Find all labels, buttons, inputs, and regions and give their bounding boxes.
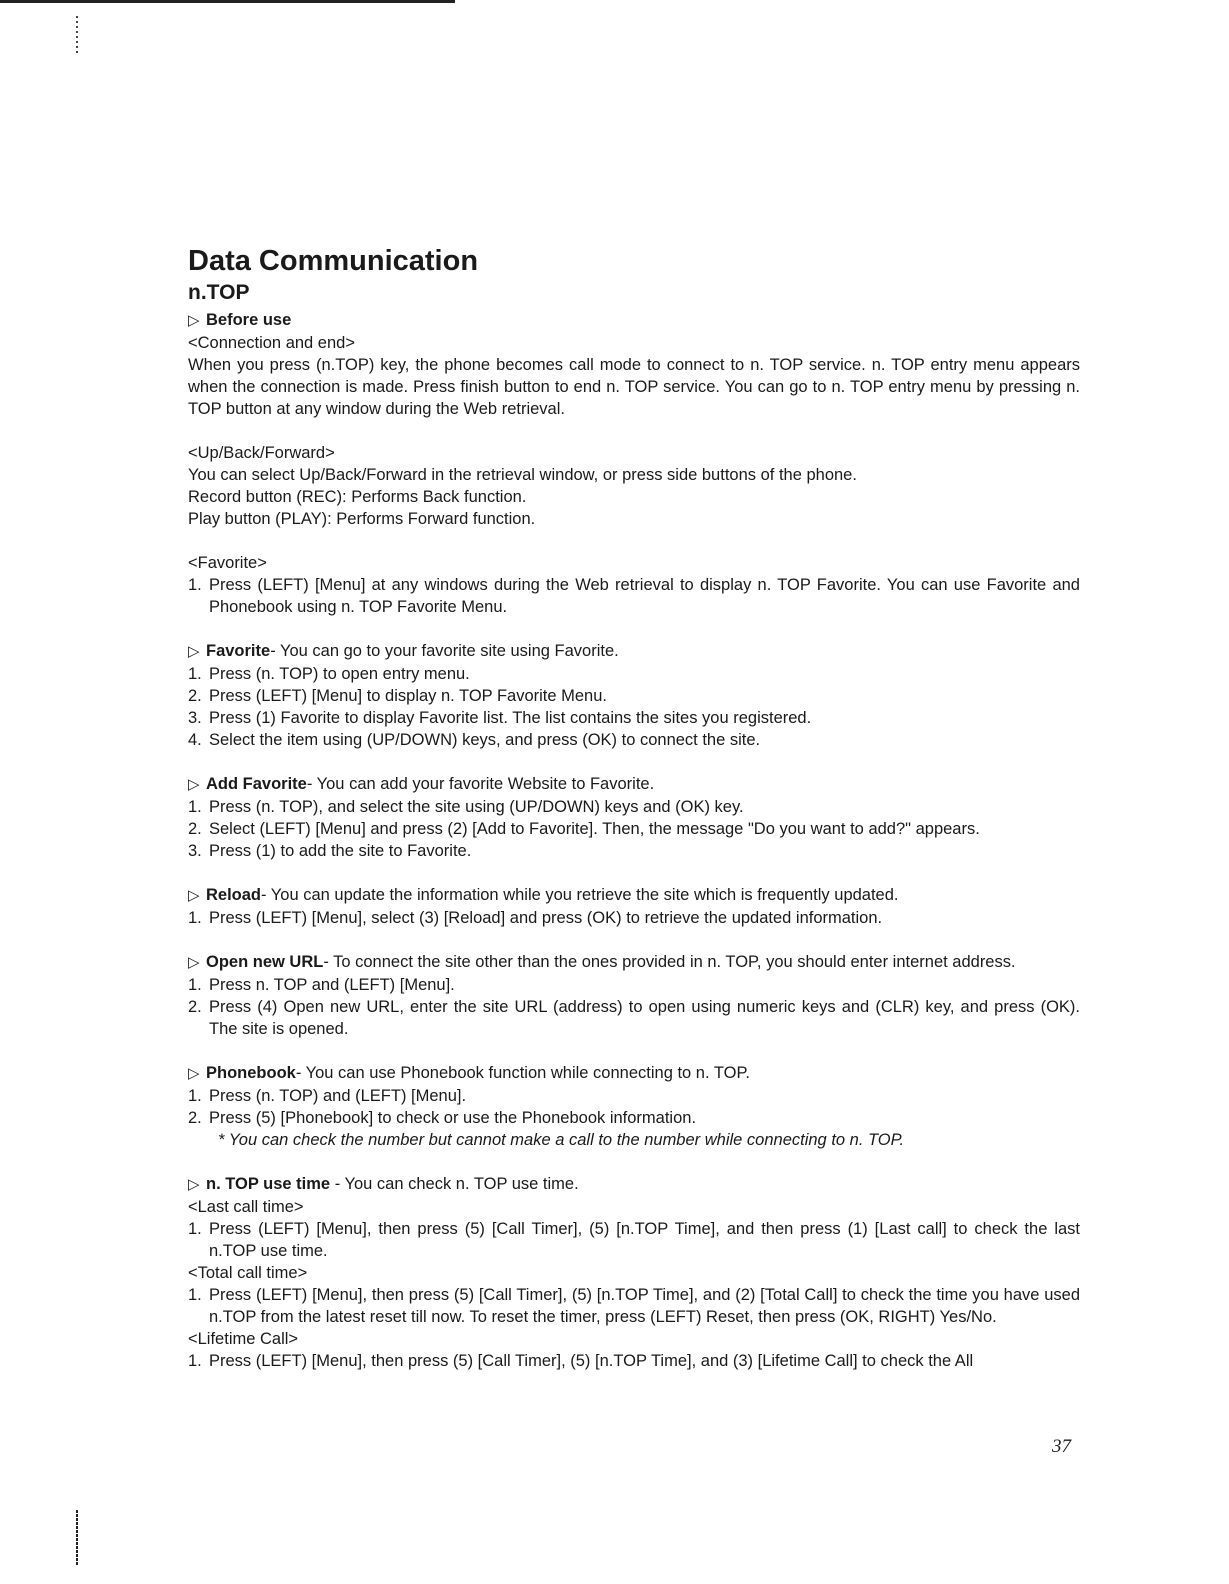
favorite-intro-steps (188, 574, 1080, 618)
triangle-icon: ▷ (188, 1065, 200, 1082)
section-subtitle: n.TOP (188, 281, 250, 304)
phonebook-heading: ▷ Phonebook- You can use Phonebook function while connecting to n. TOP. (188, 1062, 1080, 1085)
triangle-icon: ▷ (188, 312, 200, 329)
page-content (188, 244, 1080, 1372)
favorite-tag: <Favorite> (188, 554, 267, 572)
triangle-icon: ▷ (188, 954, 200, 971)
triangle-icon: ▷ (188, 1176, 200, 1193)
last-call-steps (188, 1218, 1080, 1262)
connection-text: When you press (n.TOP) key, the phone becomes call mode to connect to n. TOP service. n. TOP entry menu appears when the connection is made. Press finish button to end n. TOP service. You can go to n. TOP entry menu by pressing n. TOP button at any window during the Web retrieval. (188, 356, 1080, 418)
upback-line: Record button (REC): Performs Back function. (188, 488, 527, 506)
scan-edge-mark-bottom (76, 1510, 78, 1566)
list-item: 1. Press (n. TOP) to open entry menu. (188, 665, 470, 683)
last-call-tag: <Last call time> (188, 1198, 304, 1216)
list-item: 4. Select the item using (UP/DOWN) keys, and press (OK) to connect the site. (188, 731, 761, 749)
page-title: Data Communication (188, 245, 479, 277)
list-item: 3. Press (1) to add the site to Favorite. (188, 842, 472, 860)
favorite-steps (188, 663, 1080, 751)
list-item: 1. Press (LEFT) [Menu], then press (5) [Call Timer], (5) [n.TOP Time], and then press (1) [Last call] to check the last n.TOP use time. (188, 1220, 1080, 1260)
list-item: 1. Press (LEFT) [Menu], select (3) [Reload] and press (OK) to retrieve the updated information. (188, 909, 883, 927)
list-item: 2. Press (4) Open new URL, enter the site URL (address) to open using numeric keys and (CLR) key, and press (OK). The site is opened. (188, 998, 1080, 1038)
list-item: 1. Press n. TOP and (LEFT) [Menu]. (188, 976, 455, 994)
top-rule (0, 0, 455, 3)
reload-steps (188, 907, 1080, 929)
before-use-heading: ▷ Before use (188, 309, 1080, 332)
triangle-icon: ▷ (188, 643, 200, 660)
upback-line: Play button (PLAY): Performs Forward function. (188, 510, 536, 528)
phonebook-steps (188, 1085, 1080, 1129)
open-url-heading: ▷ Open new URL- To connect the site other than the ones provided in n. TOP, you should enter internet address. (188, 951, 1080, 974)
reload-heading: ▷ Reload- You can update the information while you retrieve the site which is frequently updated. (188, 884, 1080, 907)
lifetime-call-steps (188, 1350, 1080, 1372)
phonebook-note: * You can check the number but cannot make a call to the number while connecting to n. TOP. (218, 1131, 905, 1149)
lifetime-call-tag: <Lifetime Call> (188, 1330, 299, 1348)
open-url-steps (188, 974, 1080, 1040)
total-call-tag: <Total call time> (188, 1264, 308, 1282)
list-item: 3. Press (1) Favorite to display Favorite list. The list contains the sites you registered. (188, 709, 812, 727)
triangle-icon: ▷ (188, 776, 200, 793)
list-item: 1. Press (LEFT) [Menu], then press (5) [Call Timer], (5) [n.TOP Time], and (3) [Lifetime Call] to check the All (188, 1352, 974, 1370)
triangle-icon: ▷ (188, 887, 200, 904)
favorite-heading: ▷ Favorite- You can go to your favorite site using Favorite. (188, 640, 1080, 663)
upback-tag: <Up/Back/Forward> (188, 444, 335, 462)
upback-line: You can select Up/Back/Forward in the retrieval window, or press side buttons of the phone. (188, 466, 857, 484)
list-item: 1. Press (LEFT) [Menu] at any windows during the Web retrieval to display n. TOP Favorite. You can use Favorite and Phonebook using n. TOP Favorite Menu. (188, 576, 1080, 616)
add-favorite-heading: ▷ Add Favorite- You can add your favorite Website to Favorite. (188, 773, 1080, 796)
add-favorite-steps (188, 796, 1080, 862)
total-call-steps (188, 1284, 1080, 1328)
list-item: 1. Press (n. TOP) and (LEFT) [Menu]. (188, 1087, 467, 1105)
use-time-heading: ▷ n. TOP use time - You can check n. TOP use time. (188, 1173, 1080, 1196)
list-item: 2. Select (LEFT) [Menu] and press (2) [Add to Favorite]. Then, the message "Do you want to add?" appears. (188, 820, 980, 838)
list-item: 1. Press (n. TOP), and select the site using (UP/DOWN) keys and (OK) key. (188, 798, 744, 816)
page-number: 37 (1052, 1436, 1071, 1457)
list-item: 2. Press (LEFT) [Menu] to display n. TOP Favorite Menu. (188, 687, 607, 705)
list-item: 2. Press (5) [Phonebook] to check or use the Phonebook information. (188, 1109, 697, 1127)
scan-edge-mark-top (76, 16, 78, 56)
list-item: 1. Press (LEFT) [Menu], then press (5) [Call Timer], (5) [n.TOP Time], and (2) [Total Call] to check the time you have used n.TOP from the latest reset till now. To reset the timer, press (LEFT) Reset, then press (OK, RIGHT) Yes/No. (188, 1286, 1080, 1326)
connection-tag: <Connection and end> (188, 334, 355, 352)
